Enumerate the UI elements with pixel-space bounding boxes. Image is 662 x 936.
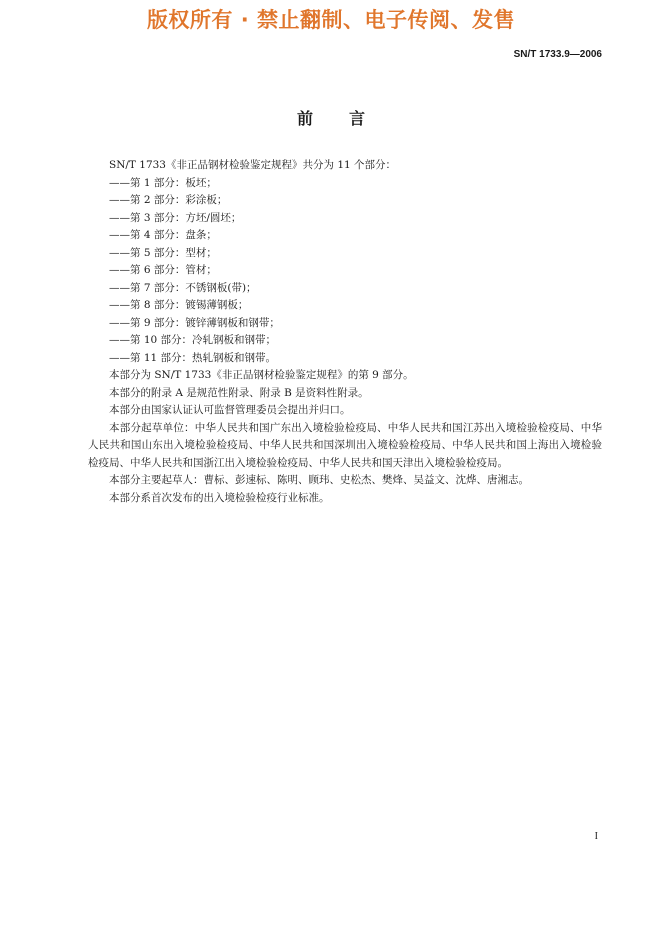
statement-part: 本部分为 SN/T 1733《非正品钢材检验鉴定规程》的第 9 部分。 [109, 369, 414, 381]
copyright-watermark: 版权所有 · 禁止翻制、电子传阅、发售 [146, 8, 516, 32]
part-list-item: ——第 11 部分：热轧钢板和钢带。 [109, 351, 277, 364]
drafting-units-paragraph: 本部分起草单位：中华人民共和国广东出入境检验检疫局、中华人民共和国江苏出入境检验检疫局、中华人民共和国山东出入境检验检疫局、中华人民共和国深圳出入境检验检疫局、中华人民共和国上海出入境检验检疫局、中华人民共和国浙江出入境检验检疫局、中华人民共和国天津出入境检验检疫局。 [88, 421, 602, 469]
part-list-item: ——第 7 部分：不锈钢板(带)； [109, 281, 257, 294]
standard-code: SN/T 1733.9—2006 [513, 49, 602, 60]
part-list-item: ——第 1 部分：板坯； [109, 176, 217, 189]
intro-line: SN/T 1733《非正品钢材检验鉴定规程》共分为 11 个部分： [109, 159, 397, 171]
first-issue-line: 本部分系首次发布的出入境检验检疫行业标准。 [109, 491, 330, 504]
part-list-item: ——第 3 部分：方坯/圆坯； [109, 211, 242, 224]
part-list-item: ——第 8 部分：镀锡薄钢板； [109, 299, 249, 311]
part-list-item: ——第 5 部分：型材； [109, 246, 217, 259]
part-list-item: ——第 6 部分：管材； [109, 264, 217, 276]
part-list-item: ——第 4 部分：盘条； [109, 229, 217, 241]
page-number: I [594, 831, 598, 842]
part-list-item: ——第 2 部分：彩涂板； [109, 194, 228, 206]
drafters-line: 本部分主要起草人：曹标、彭速标、陈明、顾玮、史松杰、樊烽、吴益文、沈烨、唐湘志。 [109, 474, 529, 486]
page-title: 前言 [296, 109, 401, 128]
part-list-item: ——第 9 部分：镀锌薄钢板和钢带； [109, 316, 280, 329]
statement-annex: 本部分的附录 A 是规范性附录、附录 B 是资料性附录。 [109, 386, 369, 399]
foreword-body [88, 157, 602, 507]
part-list-item: ——第 10 部分：冷轧钢板和钢带； [109, 334, 277, 346]
statement-proposer: 本部分由国家认证认可监督管理委员会提出并归口。 [109, 404, 351, 416]
